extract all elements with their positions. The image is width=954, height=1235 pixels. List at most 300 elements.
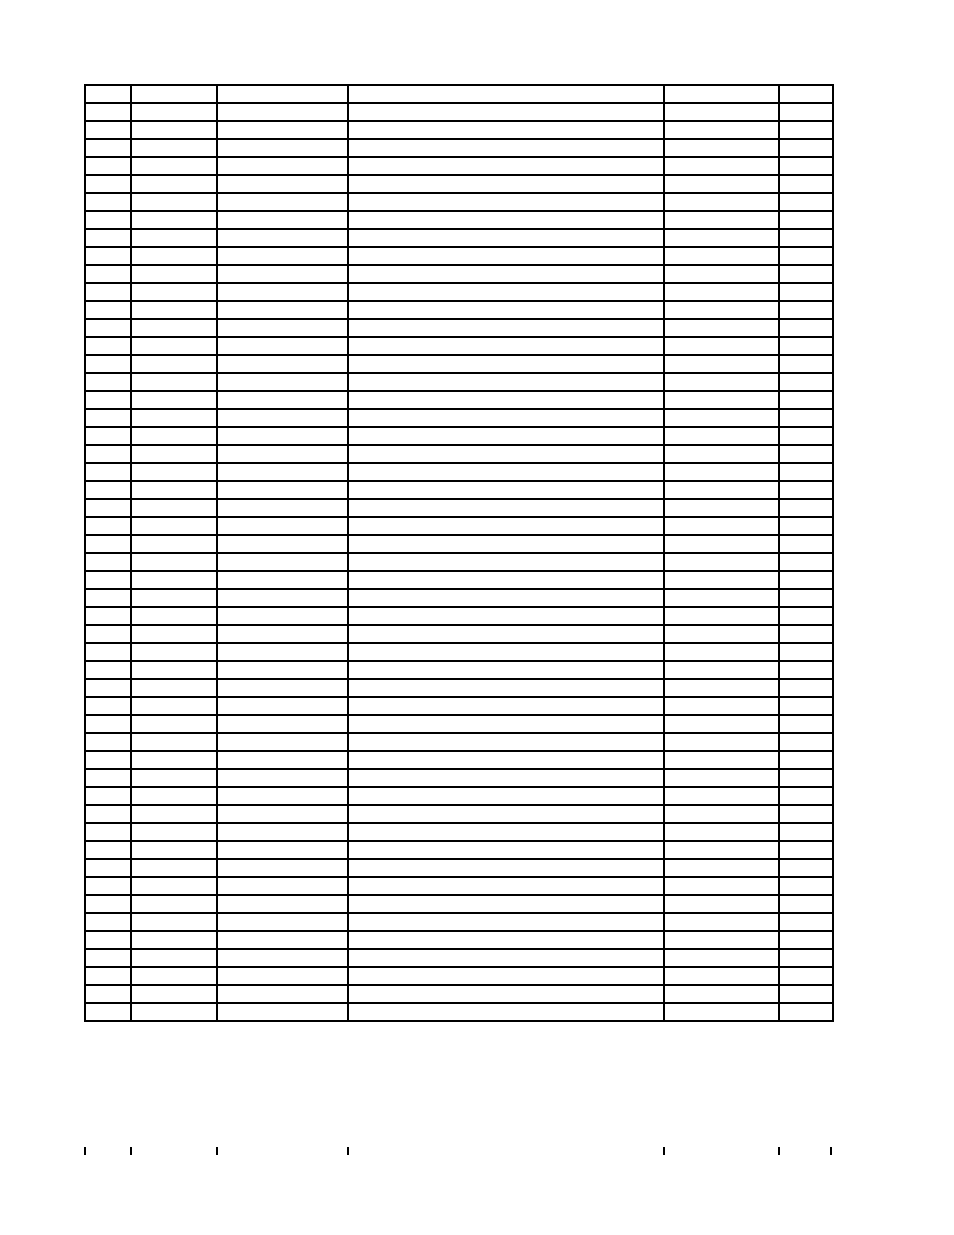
grid-cell[interactable] (664, 787, 779, 805)
grid-cell[interactable] (348, 373, 664, 391)
grid-cell[interactable] (217, 463, 348, 481)
grid-cell[interactable] (217, 157, 348, 175)
grid-cell[interactable] (131, 139, 217, 157)
grid-cell[interactable] (85, 985, 131, 1003)
grid-cell[interactable] (85, 175, 131, 193)
grid-cell[interactable] (131, 553, 217, 571)
grid-cell[interactable] (664, 679, 779, 697)
grid-cell[interactable] (664, 499, 779, 517)
grid-cell[interactable] (217, 985, 348, 1003)
grid-cell[interactable] (779, 859, 833, 877)
grid-cell[interactable] (664, 859, 779, 877)
grid-cell[interactable] (85, 445, 131, 463)
grid-cell[interactable] (85, 337, 131, 355)
grid-cell[interactable] (85, 373, 131, 391)
grid-cell[interactable] (664, 895, 779, 913)
grid-cell[interactable] (131, 913, 217, 931)
grid-cell[interactable] (217, 427, 348, 445)
grid-cell[interactable] (348, 679, 664, 697)
grid-cell[interactable] (664, 193, 779, 211)
grid-cell[interactable] (85, 247, 131, 265)
grid-cell[interactable] (85, 913, 131, 931)
grid-cell[interactable] (348, 211, 664, 229)
grid-cell[interactable] (664, 949, 779, 967)
grid-cell[interactable] (779, 823, 833, 841)
grid-cell[interactable] (664, 391, 779, 409)
grid-cell[interactable] (85, 517, 131, 535)
grid-cell[interactable] (348, 607, 664, 625)
grid-cell[interactable] (348, 841, 664, 859)
grid-cell[interactable] (217, 661, 348, 679)
grid-cell[interactable] (217, 139, 348, 157)
grid-cell[interactable] (779, 733, 833, 751)
grid-cell[interactable] (85, 895, 131, 913)
grid-cell[interactable] (131, 949, 217, 967)
grid-cell[interactable] (85, 535, 131, 553)
grid-cell[interactable] (348, 427, 664, 445)
grid-cell[interactable] (85, 931, 131, 949)
grid-cell[interactable] (348, 229, 664, 247)
grid-cell[interactable] (664, 265, 779, 283)
grid-cell[interactable] (131, 193, 217, 211)
grid-cell[interactable] (664, 751, 779, 769)
grid-cell[interactable] (779, 373, 833, 391)
grid-cell[interactable] (131, 571, 217, 589)
grid-cell[interactable] (217, 859, 348, 877)
grid-cell[interactable] (85, 769, 131, 787)
grid-cell[interactable] (779, 427, 833, 445)
grid-cell[interactable] (779, 265, 833, 283)
grid-cell[interactable] (85, 733, 131, 751)
grid-cell[interactable] (779, 247, 833, 265)
grid-cell[interactable] (664, 769, 779, 787)
grid-cell[interactable] (131, 157, 217, 175)
grid-cell[interactable] (664, 445, 779, 463)
grid-cell[interactable] (217, 931, 348, 949)
grid-cell[interactable] (131, 985, 217, 1003)
grid-cell[interactable] (664, 211, 779, 229)
grid-cell[interactable] (779, 355, 833, 373)
grid-cell[interactable] (348, 391, 664, 409)
grid-cell[interactable] (664, 427, 779, 445)
grid-cell[interactable] (348, 661, 664, 679)
grid-cell[interactable] (217, 211, 348, 229)
grid-cell[interactable] (217, 283, 348, 301)
grid-cell[interactable] (217, 319, 348, 337)
grid-cell[interactable] (217, 355, 348, 373)
grid-cell[interactable] (85, 805, 131, 823)
grid-cell[interactable] (664, 157, 779, 175)
grid-cell[interactable] (348, 301, 664, 319)
grid-cell[interactable] (85, 265, 131, 283)
grid-cell[interactable] (131, 625, 217, 643)
grid-cell[interactable] (85, 157, 131, 175)
grid-cell[interactable] (131, 445, 217, 463)
grid-cell[interactable] (348, 139, 664, 157)
grid-cell[interactable] (85, 1003, 131, 1021)
grid-cell[interactable] (131, 517, 217, 535)
grid-cell[interactable] (779, 391, 833, 409)
grid-cell[interactable] (348, 625, 664, 643)
grid-cell[interactable] (217, 1003, 348, 1021)
grid-cell[interactable] (217, 265, 348, 283)
grid-cell[interactable] (85, 391, 131, 409)
grid-cell[interactable] (779, 157, 833, 175)
grid-cell[interactable] (85, 877, 131, 895)
grid-cell[interactable] (664, 967, 779, 985)
grid-cell[interactable] (348, 121, 664, 139)
grid-cell[interactable] (664, 823, 779, 841)
grid-cell[interactable] (131, 931, 217, 949)
grid-cell[interactable] (131, 967, 217, 985)
grid-cell[interactable] (131, 427, 217, 445)
grid-cell[interactable] (779, 967, 833, 985)
grid-cell[interactable] (348, 571, 664, 589)
grid-cell[interactable] (664, 589, 779, 607)
grid-cell[interactable] (217, 175, 348, 193)
grid-cell[interactable] (664, 913, 779, 931)
grid-cell[interactable] (348, 193, 664, 211)
grid-cell[interactable] (664, 283, 779, 301)
grid-cell[interactable] (664, 571, 779, 589)
grid-cell[interactable] (779, 697, 833, 715)
grid-cell[interactable] (131, 283, 217, 301)
grid-cell[interactable] (85, 355, 131, 373)
grid-cell[interactable] (348, 589, 664, 607)
grid-cell[interactable] (131, 463, 217, 481)
grid-cell[interactable] (348, 535, 664, 553)
grid-cell[interactable] (131, 733, 217, 751)
grid-cell[interactable] (131, 769, 217, 787)
grid-cell[interactable] (348, 265, 664, 283)
grid-cell[interactable] (779, 535, 833, 553)
grid-cell[interactable] (664, 481, 779, 499)
grid-cell[interactable] (85, 103, 131, 121)
grid-cell[interactable] (85, 607, 131, 625)
grid-cell[interactable] (779, 553, 833, 571)
grid-cell[interactable] (348, 895, 664, 913)
grid-cell[interactable] (217, 535, 348, 553)
grid-cell[interactable] (348, 805, 664, 823)
grid-cell[interactable] (779, 139, 833, 157)
grid-cell[interactable] (85, 481, 131, 499)
grid-cell[interactable] (131, 715, 217, 733)
grid-cell[interactable] (85, 841, 131, 859)
grid-cell[interactable] (131, 355, 217, 373)
grid-cell[interactable] (664, 535, 779, 553)
grid-cell[interactable] (131, 841, 217, 859)
grid-cell[interactable] (131, 697, 217, 715)
grid-cell[interactable] (131, 661, 217, 679)
grid-cell[interactable] (217, 337, 348, 355)
grid-cell[interactable] (348, 355, 664, 373)
grid-cell[interactable] (664, 373, 779, 391)
grid-cell[interactable] (779, 661, 833, 679)
grid-cell[interactable] (85, 679, 131, 697)
grid-cell[interactable] (779, 985, 833, 1003)
grid-cell[interactable] (85, 967, 131, 985)
grid-cell[interactable] (348, 949, 664, 967)
grid-cell[interactable] (217, 913, 348, 931)
grid-cell[interactable] (217, 733, 348, 751)
grid-cell[interactable] (779, 607, 833, 625)
grid-cell[interactable] (131, 229, 217, 247)
grid-cell[interactable] (131, 121, 217, 139)
grid-cell[interactable] (348, 499, 664, 517)
grid-cell[interactable] (348, 103, 664, 121)
grid-cell[interactable] (85, 301, 131, 319)
grid-cell[interactable] (217, 607, 348, 625)
grid-cell[interactable] (348, 157, 664, 175)
grid-cell[interactable] (664, 643, 779, 661)
grid-cell[interactable] (779, 175, 833, 193)
grid-cell[interactable] (217, 193, 348, 211)
grid-cell[interactable] (779, 877, 833, 895)
grid-cell[interactable] (348, 985, 664, 1003)
grid-cell[interactable] (217, 409, 348, 427)
grid-cell[interactable] (85, 463, 131, 481)
grid-cell[interactable] (664, 607, 779, 625)
grid-cell[interactable] (779, 895, 833, 913)
grid-cell[interactable] (348, 823, 664, 841)
grid-cell[interactable] (779, 1003, 833, 1021)
grid-cell[interactable] (217, 481, 348, 499)
grid-cell[interactable] (217, 499, 348, 517)
grid-cell[interactable] (664, 715, 779, 733)
grid-cell[interactable] (779, 841, 833, 859)
grid-cell[interactable] (131, 805, 217, 823)
grid-cell[interactable] (664, 931, 779, 949)
grid-cell[interactable] (779, 571, 833, 589)
grid-cell[interactable] (664, 661, 779, 679)
grid-cell[interactable] (348, 445, 664, 463)
grid-cell[interactable] (85, 859, 131, 877)
grid-cell[interactable] (131, 481, 217, 499)
grid-cell[interactable] (348, 553, 664, 571)
grid-cell[interactable] (348, 715, 664, 733)
grid-cell[interactable] (217, 679, 348, 697)
grid-cell[interactable] (217, 895, 348, 913)
grid-cell[interactable] (664, 625, 779, 643)
grid-cell[interactable] (217, 301, 348, 319)
grid-cell[interactable] (85, 787, 131, 805)
grid-cell[interactable] (217, 805, 348, 823)
grid-cell[interactable] (664, 139, 779, 157)
grid-cell[interactable] (131, 787, 217, 805)
grid-cell[interactable] (348, 463, 664, 481)
grid-cell[interactable] (217, 625, 348, 643)
grid-cell[interactable] (664, 301, 779, 319)
grid-cell[interactable] (131, 175, 217, 193)
grid-cell[interactable] (779, 499, 833, 517)
grid-cell[interactable] (664, 355, 779, 373)
grid-cell[interactable] (348, 931, 664, 949)
grid-cell[interactable] (348, 337, 664, 355)
grid-cell[interactable] (131, 1003, 217, 1021)
grid-cell[interactable] (85, 661, 131, 679)
grid-cell[interactable] (217, 787, 348, 805)
grid-cell[interactable] (217, 121, 348, 139)
grid-cell[interactable] (348, 85, 664, 103)
grid-cell[interactable] (664, 733, 779, 751)
grid-cell[interactable] (779, 319, 833, 337)
grid-cell[interactable] (217, 247, 348, 265)
grid-cell[interactable] (131, 301, 217, 319)
grid-cell[interactable] (779, 715, 833, 733)
grid-cell[interactable] (131, 859, 217, 877)
grid-cell[interactable] (664, 517, 779, 535)
grid-cell[interactable] (348, 751, 664, 769)
grid-cell[interactable] (85, 283, 131, 301)
grid-cell[interactable] (85, 121, 131, 139)
grid-cell[interactable] (779, 337, 833, 355)
grid-cell[interactable] (85, 823, 131, 841)
grid-cell[interactable] (131, 895, 217, 913)
grid-cell[interactable] (664, 697, 779, 715)
grid-cell[interactable] (779, 787, 833, 805)
grid-cell[interactable] (348, 517, 664, 535)
grid-cell[interactable] (348, 175, 664, 193)
grid-cell[interactable] (348, 247, 664, 265)
grid-cell[interactable] (348, 481, 664, 499)
grid-cell[interactable] (664, 247, 779, 265)
grid-cell[interactable] (779, 643, 833, 661)
grid-cell[interactable] (664, 1003, 779, 1021)
grid-cell[interactable] (664, 337, 779, 355)
grid-cell[interactable] (779, 805, 833, 823)
grid-cell[interactable] (131, 643, 217, 661)
grid-cell[interactable] (217, 229, 348, 247)
grid-cell[interactable] (779, 103, 833, 121)
grid-cell[interactable] (664, 805, 779, 823)
grid-cell[interactable] (131, 751, 217, 769)
grid-cell[interactable] (779, 193, 833, 211)
grid-cell[interactable] (779, 283, 833, 301)
grid-cell[interactable] (217, 373, 348, 391)
grid-cell[interactable] (131, 607, 217, 625)
grid-cell[interactable] (664, 175, 779, 193)
grid-cell[interactable] (131, 589, 217, 607)
grid-cell[interactable] (779, 301, 833, 319)
grid-cell[interactable] (664, 841, 779, 859)
grid-cell[interactable] (779, 481, 833, 499)
grid-cell[interactable] (779, 517, 833, 535)
grid-cell[interactable] (664, 121, 779, 139)
grid-cell[interactable] (348, 859, 664, 877)
grid-cell[interactable] (85, 499, 131, 517)
grid-cell[interactable] (131, 265, 217, 283)
grid-cell[interactable] (779, 769, 833, 787)
grid-cell[interactable] (664, 319, 779, 337)
grid-cell[interactable] (217, 697, 348, 715)
grid-cell[interactable] (85, 193, 131, 211)
grid-cell[interactable] (348, 319, 664, 337)
grid-cell[interactable] (348, 913, 664, 931)
grid-cell[interactable] (131, 211, 217, 229)
grid-cell[interactable] (85, 715, 131, 733)
grid-cell[interactable] (217, 769, 348, 787)
grid-cell[interactable] (217, 85, 348, 103)
grid-cell[interactable] (217, 877, 348, 895)
grid-cell[interactable] (217, 967, 348, 985)
grid-cell[interactable] (217, 841, 348, 859)
grid-cell[interactable] (217, 823, 348, 841)
grid-cell[interactable] (348, 733, 664, 751)
grid-cell[interactable] (85, 85, 131, 103)
grid-cell[interactable] (348, 787, 664, 805)
grid-cell[interactable] (348, 697, 664, 715)
grid-cell[interactable] (131, 337, 217, 355)
grid-cell[interactable] (217, 643, 348, 661)
grid-cell[interactable] (217, 553, 348, 571)
grid-cell[interactable] (217, 517, 348, 535)
grid-cell[interactable] (779, 751, 833, 769)
grid-cell[interactable] (664, 985, 779, 1003)
grid-cell[interactable] (664, 877, 779, 895)
grid-cell[interactable] (217, 103, 348, 121)
grid-cell[interactable] (217, 949, 348, 967)
grid-cell[interactable] (779, 931, 833, 949)
grid-cell[interactable] (131, 319, 217, 337)
grid-cell[interactable] (217, 445, 348, 463)
grid-cell[interactable] (779, 625, 833, 643)
grid-cell[interactable] (348, 1003, 664, 1021)
grid-cell[interactable] (85, 625, 131, 643)
grid-cell[interactable] (131, 391, 217, 409)
grid-cell[interactable] (85, 697, 131, 715)
grid-cell[interactable] (131, 85, 217, 103)
grid-cell[interactable] (779, 949, 833, 967)
grid-cell[interactable] (779, 679, 833, 697)
grid-cell[interactable] (779, 463, 833, 481)
grid-cell[interactable] (217, 751, 348, 769)
grid-cell[interactable] (131, 877, 217, 895)
grid-cell[interactable] (217, 571, 348, 589)
grid-cell[interactable] (217, 589, 348, 607)
grid-cell[interactable] (85, 589, 131, 607)
grid-cell[interactable] (779, 85, 833, 103)
grid-cell[interactable] (664, 409, 779, 427)
grid-cell[interactable] (348, 283, 664, 301)
grid-cell[interactable] (131, 499, 217, 517)
grid-cell[interactable] (779, 409, 833, 427)
grid-cell[interactable] (779, 229, 833, 247)
grid-cell[interactable] (85, 571, 131, 589)
grid-cell[interactable] (131, 247, 217, 265)
grid-cell[interactable] (664, 229, 779, 247)
grid-cell[interactable] (131, 409, 217, 427)
grid-cell[interactable] (85, 319, 131, 337)
grid-cell[interactable] (85, 229, 131, 247)
grid-cell[interactable] (664, 463, 779, 481)
grid-cell[interactable] (85, 751, 131, 769)
grid-cell[interactable] (779, 913, 833, 931)
grid-cell[interactable] (779, 589, 833, 607)
grid-cell[interactable] (131, 373, 217, 391)
grid-cell[interactable] (131, 535, 217, 553)
grid-cell[interactable] (131, 679, 217, 697)
grid-cell[interactable] (779, 211, 833, 229)
grid-cell[interactable] (348, 409, 664, 427)
grid-cell[interactable] (217, 715, 348, 733)
grid-cell[interactable] (85, 949, 131, 967)
grid-cell[interactable] (85, 553, 131, 571)
grid-cell[interactable] (131, 823, 217, 841)
grid-cell[interactable] (348, 967, 664, 985)
grid-cell[interactable] (348, 769, 664, 787)
grid-cell[interactable] (664, 85, 779, 103)
grid-cell[interactable] (85, 139, 131, 157)
